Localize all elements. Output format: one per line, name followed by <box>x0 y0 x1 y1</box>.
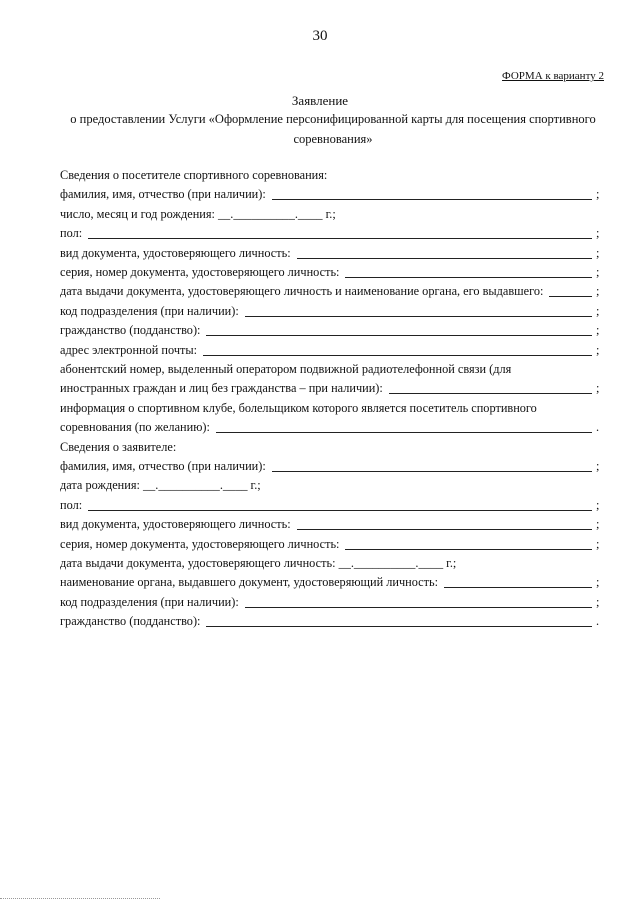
document-title: Заявление <box>291 93 349 108</box>
form-line-label: код подразделения (при наличии): <box>60 594 239 609</box>
form-line-field[interactable] <box>345 548 592 550</box>
form-line-end: ; <box>596 536 600 551</box>
form-line-label: наименование органа, выдавшего документ, удостоверяющий личность: <box>60 575 439 590</box>
form-line <box>60 379 604 397</box>
form-line <box>60 360 604 378</box>
form-line <box>60 418 604 436</box>
form-line-end: . <box>596 420 600 435</box>
form-line <box>60 166 604 184</box>
form-line <box>60 554 604 572</box>
form-line-label: гражданство (подданство): <box>60 323 201 338</box>
form-line-label: дата выдачи документа, удостоверяющего личность и наименование органа, его выдавшего: <box>60 284 544 299</box>
form-line-field[interactable] <box>345 276 592 278</box>
form-line-label: вид документа, удостоверяющего личность: <box>60 517 291 532</box>
form-line <box>60 263 604 281</box>
form-line-label: фамилия, имя, отчество (при наличии): <box>60 187 266 202</box>
form-line-label: фамилия, имя, отчество (при наличии): <box>60 459 266 473</box>
form-line-end: ; <box>596 265 600 279</box>
form-line-label: иностранных граждан и лиц без гражданства – при наличии): <box>60 381 383 396</box>
form-line-field[interactable] <box>444 586 592 588</box>
form-line-end: ; <box>596 381 600 396</box>
form-line <box>60 535 604 553</box>
form-line <box>60 205 604 223</box>
form-line-end: ; <box>596 303 600 318</box>
bottom-rule <box>0 898 160 899</box>
form-line-end: ; <box>596 594 600 609</box>
form-line-label: дата рождения: __.__________.____ г.; <box>60 478 261 493</box>
form-line <box>60 244 604 262</box>
form-line-end: ; <box>596 284 600 299</box>
form-line-field[interactable] <box>245 606 592 608</box>
form-line-label: код подразделения (при наличии): <box>60 303 239 318</box>
form-line-end: ; <box>596 226 600 241</box>
form-line <box>60 302 604 320</box>
form-line-end: ; <box>596 517 600 532</box>
form-line-label: гражданство (подданство): <box>60 614 201 629</box>
form-line <box>60 496 604 514</box>
form-line-label: дата выдачи документа, удостоверяющего личность: __.__________.____ г.; <box>60 556 457 570</box>
form-line-end: ; <box>596 459 600 473</box>
form-line <box>60 573 604 591</box>
form-line <box>60 399 604 417</box>
form-line-field[interactable] <box>272 198 592 200</box>
form-line <box>60 438 604 456</box>
form-line-field[interactable] <box>88 237 592 239</box>
form-line <box>60 341 604 359</box>
form-line <box>60 224 604 242</box>
form-line-label: серия, номер документа, удостоверяющего личность: <box>60 536 340 551</box>
form-line <box>60 612 604 630</box>
form-line-label: Сведения о заявителе: <box>60 439 177 454</box>
form-line-field[interactable] <box>272 470 592 472</box>
form-line <box>60 185 604 203</box>
form-line-field[interactable] <box>206 625 592 627</box>
form-line-field[interactable] <box>297 528 592 530</box>
form-line-label: Сведения о посетителе спортивного соревнования: <box>60 168 328 182</box>
form-line-label: вид документа, удостоверяющего личность: <box>60 245 291 260</box>
form-line <box>60 457 604 475</box>
form-line-end: . <box>596 614 600 629</box>
page-number: 30 <box>312 28 328 44</box>
form-line-label: пол: <box>60 226 83 241</box>
form-line-field[interactable] <box>206 334 592 336</box>
form-line-label: соревнования (по желанию): <box>60 420 210 435</box>
form-line-end: ; <box>596 342 600 357</box>
form-line-label: пол: <box>60 497 83 512</box>
form-line <box>60 515 604 533</box>
form-line-end: ; <box>596 187 600 202</box>
document-subtitle: о предоставлении Услуги «Оформление персонифицированной карты для посещения спортивного соревнования» <box>70 112 596 146</box>
form-line-end: ; <box>596 575 600 590</box>
form-line-field[interactable] <box>297 257 592 259</box>
form-line-end: ; <box>596 323 600 338</box>
form-line-end: ; <box>596 497 600 512</box>
form-line-end: ; <box>596 245 600 260</box>
form-line <box>60 282 604 300</box>
form-line-label: число, месяц и год рождения: __.__________.____ г.; <box>60 206 336 221</box>
form-line <box>60 476 604 494</box>
form-reference: ФОРМА к варианту 2 <box>502 70 604 82</box>
form-line-field[interactable] <box>203 354 592 356</box>
form-line-label: серия, номер документа, удостоверяющего личность: <box>60 265 340 279</box>
form-line-field[interactable] <box>216 431 592 433</box>
form-line <box>60 593 604 611</box>
form-line-label: информация о спортивном клубе, болельщиком которого является посетитель спортивного <box>60 400 537 415</box>
form-line-field[interactable] <box>88 509 592 511</box>
form-line-field[interactable] <box>245 315 592 317</box>
form-line-field[interactable] <box>549 295 592 297</box>
form-line-label: адрес электронной почты: <box>60 342 198 357</box>
form-line-label: абонентский номер, выделенный оператором подвижной радиотелефонной связи (для <box>60 362 512 376</box>
form-line-field[interactable] <box>389 392 592 394</box>
form-line <box>60 321 604 339</box>
